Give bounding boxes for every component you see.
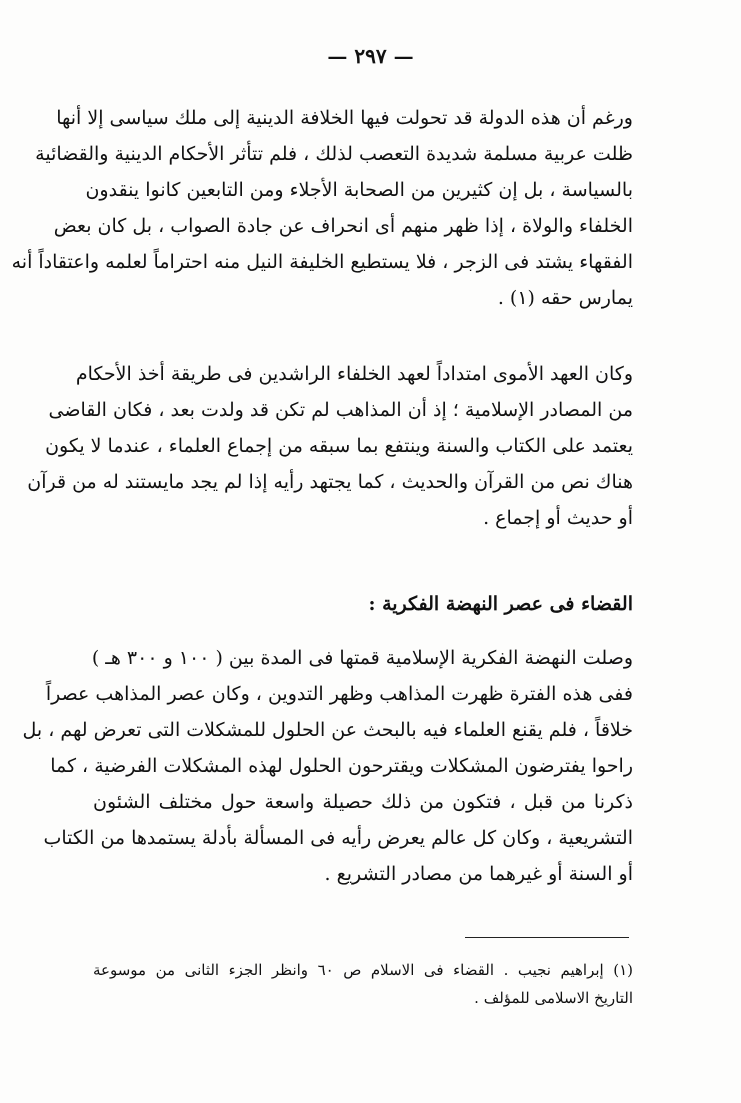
text-line: من المصادر الإسلامية ؛ إذ أن المذاهب لم تكن قد ولدت بعد ، فكان القاضى	[48, 399, 633, 421]
text-line: راحوا يفترضون المشكلات ويقترحون الحلول لهذه المشكلات الفرضية ، كما	[50, 755, 633, 777]
footnote-line: (١) إبراهيم نجيب . القضاء فى الاسلام ص ٦٠ وانظر الجزء الثانى من موسوعة	[93, 961, 633, 979]
page-number: — ٢٩٧ —	[327, 44, 414, 68]
paragraph-umayyad-era	[27, 356, 633, 536]
text-line: ظلت عربية مسلمة شديدة التعصب لذلك ، فلم تتأثر الأحكام الدينية والقضائية	[35, 143, 633, 165]
text-line: وصلت النهضة الفكرية الإسلامية قمتها فى المدة بين ( ١٠٠ و ٣٠٠ هـ )	[91, 647, 633, 669]
text-line: التشريعية ، وكان كل عالم يعرض رأيه فى المسألة بأدلة يستمدها من الكتاب	[43, 827, 633, 849]
text-line: أو حديث أو إجماع .	[483, 507, 633, 529]
text-line: هناك نص من القرآن والحديث ، كما يجتهد رأيه إذا لم يجد مايستند له من قرآن	[27, 471, 633, 493]
text-line: الفقهاء يشتد فى الزجر ، فلا يستطيع الخليفة النيل منه احتراماً لعلمه واعتقاداً أنه	[11, 251, 633, 273]
text-line: ذكرنا من قبل ، فتكون من ذلك حصيلة واسعة حول مختلف الشئون	[93, 791, 633, 813]
footnote-line: التاريخ الاسلامى للمؤلف .	[474, 989, 633, 1007]
footnote-divider	[465, 937, 629, 938]
text-line: أو السنة أو غيرهما من مصادر التشريع .	[324, 863, 633, 885]
text-line: ورغم أن هذه الدولة قد تحولت فيها الخلافة الدينية إلى ملك سياسى إلا أنها	[56, 107, 633, 129]
text-line: وكان العهد الأموى امتداداً لعهد الخلفاء الراشدين فى طريقة أخذ الأحكام	[75, 363, 633, 385]
text-line: يعتمد على الكتاب والسنة وينتفع بما سبقه من إجماع العلماء ، عندما لا يكون	[45, 435, 633, 457]
text-line: يمارس حقه (١) .	[497, 287, 633, 309]
text-line: بالسياسة ، بل إن كثيرين من الصحابة الأجلاء ومن التابعين كانوا ينقدون	[85, 179, 633, 201]
paragraph-umayyad-state	[11, 100, 633, 316]
text-line: خلاقاً ، فلم يقنع العلماء فيه بالبحث عن الحلول للمشكلات التى تعرض لهم ، بل	[22, 719, 633, 741]
text-line: الخلفاء والولاة ، إذا ظهر منهم أى انحراف عن جادة الصواب ، بل كان بعض	[53, 215, 633, 237]
text-line: ففى هذه الفترة ظهرت المذاهب وظهر التدوين ، وكان عصر المذاهب عصراً	[45, 683, 633, 705]
section-heading: القضاء فى عصر النهضة الفكرية :	[368, 593, 633, 615]
paragraph-intellectual-renaissance	[22, 640, 633, 892]
footnote	[93, 956, 633, 1012]
